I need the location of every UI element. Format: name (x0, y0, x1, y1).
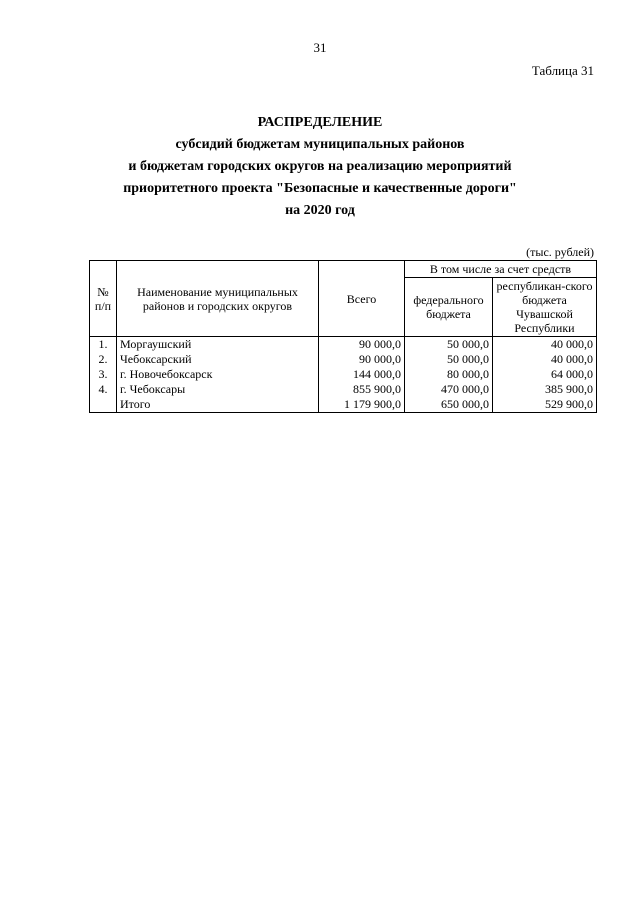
title-line-1: РАСПРЕДЕЛЕНИЕ (257, 115, 383, 130)
row-num: 1. (90, 337, 117, 353)
row-federal: 50 000,0 (405, 337, 493, 353)
row-total: 855 900,0 (319, 382, 405, 397)
total-row (90, 397, 597, 413)
title-line-5: на 2020 год (285, 203, 355, 218)
row-federal: 650 000,0 (405, 397, 493, 413)
row-republican: 385 900,0 (493, 382, 597, 397)
header-including: В том числе за счет средств (405, 261, 597, 278)
page-number: 31 (313, 40, 327, 55)
row-num: 3. (90, 367, 117, 382)
unit-note: (тыс. рублей) (526, 245, 594, 259)
table-row (90, 382, 597, 397)
title-line-2: субсидий бюджетам муниципальных районов (175, 137, 465, 152)
row-num (90, 397, 117, 413)
row-num: 4. (90, 382, 117, 397)
table-label: Таблица 31 (531, 63, 594, 78)
row-total: 1 179 900,0 (319, 397, 405, 413)
document-title (0, 112, 640, 222)
row-total: 90 000,0 (319, 352, 405, 367)
table-row (90, 352, 597, 367)
row-name: Итого (117, 397, 319, 413)
header-republican: республикан-ского бюджета Чувашской Республики (493, 278, 597, 337)
header-name: Наименование муниципальных районов и городских округов (117, 261, 319, 337)
allocation-table (89, 260, 597, 413)
header-num: № п/п (90, 261, 117, 337)
row-federal: 50 000,0 (405, 352, 493, 367)
row-federal: 80 000,0 (405, 367, 493, 382)
row-total: 90 000,0 (319, 337, 405, 353)
row-republican: 64 000,0 (493, 367, 597, 382)
header-federal: федерального бюджета (405, 278, 493, 337)
title-line-4: приоритетного проекта "Безопасные и качественные дороги" (123, 181, 517, 196)
row-republican: 40 000,0 (493, 352, 597, 367)
title-line-3: и бюджетам городских округов на реализацию мероприятий (128, 159, 512, 174)
row-total: 144 000,0 (319, 367, 405, 382)
row-name: Моргаушский (117, 337, 319, 353)
row-republican: 40 000,0 (493, 337, 597, 353)
row-name: г. Новочебоксарск (117, 367, 319, 382)
row-num: 2. (90, 352, 117, 367)
header-total: Всего (319, 261, 405, 337)
row-name: Чебоксарский (117, 352, 319, 367)
row-federal: 470 000,0 (405, 382, 493, 397)
table-row (90, 367, 597, 382)
table-row (90, 337, 597, 353)
row-name: г. Чебоксары (117, 382, 319, 397)
row-republican: 529 900,0 (493, 397, 597, 413)
